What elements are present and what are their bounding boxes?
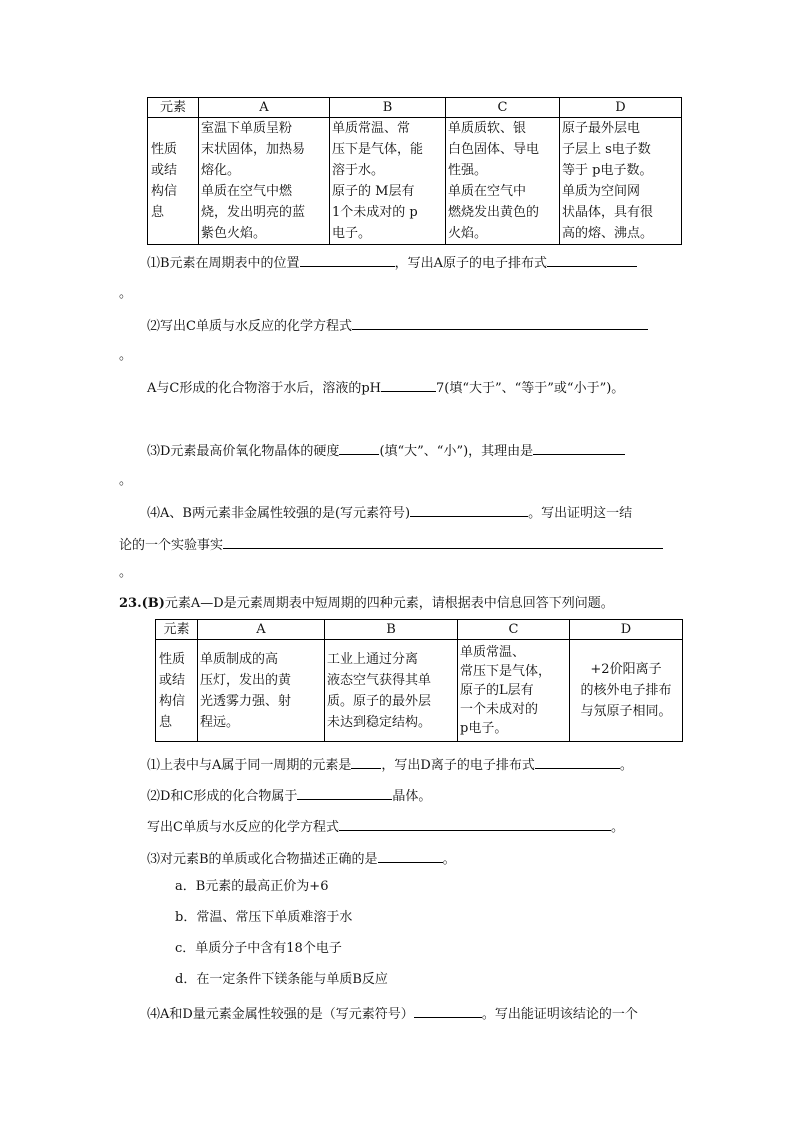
answer-blank[interactable] — [378, 848, 443, 863]
answer-blank[interactable] — [339, 816, 611, 831]
element-table-2 — [155, 619, 683, 742]
question-text: ⑶D元素最高价氧化物晶体的硬度 — [147, 444, 340, 459]
question-tag: (B) — [141, 596, 165, 611]
question-text: ⑶对元素B的单质或化合物描述正确的是 — [147, 852, 378, 867]
header-cell: C — [446, 98, 560, 118]
header-cell: D — [560, 98, 682, 118]
line-end: 。 — [610, 820, 624, 835]
question-1-4-cont — [119, 534, 663, 554]
answer-blank[interactable] — [547, 252, 637, 267]
row-label — [148, 118, 199, 245]
question-text: 。写出证明这一结 — [528, 506, 633, 521]
question-text: A与C形成的化合物溶于水后，溶液的pH — [147, 381, 381, 396]
answer-blank[interactable] — [410, 502, 528, 517]
answer-blank[interactable] — [223, 534, 663, 549]
question-2-1 — [147, 754, 633, 774]
table-row — [148, 118, 682, 245]
table-row — [156, 640, 683, 742]
cell-text: 工业上通过分离 液态空气获得其单 质。原子的最外层 未达到稳定结构。 — [327, 651, 432, 730]
option-d[interactable]: d．在一定条件下镁条能与单质B反应 — [175, 972, 388, 987]
header-cell: 元素 — [156, 620, 198, 640]
table-cell — [330, 118, 446, 245]
answer-blank[interactable] — [414, 1003, 482, 1018]
question-1-3 — [147, 440, 625, 460]
question-text: 写出C单质与水反应的化学方程式 — [147, 820, 339, 835]
question-text: ，写出A原子的电子排布式 — [394, 256, 547, 271]
question-text: ⑵写出C单质与水反应的化学方程式 — [147, 319, 352, 334]
answer-blank[interactable] — [352, 315, 648, 330]
question-1-4 — [147, 502, 632, 522]
option-c[interactable]: c．单质分子中含有18个电子 — [175, 941, 342, 956]
header-cell: D — [570, 620, 683, 640]
answer-blank[interactable] — [297, 785, 392, 800]
cell-text: 单质质软、银 白色固体、导电 性强。 单质在空气中 燃烧发出黄色的 火焰。 — [448, 121, 540, 241]
question-text: ⑵D和C形成的化合物属于 — [147, 789, 298, 804]
option-a[interactable]: a．B元素的最高正价为+6 — [175, 879, 329, 894]
row-label-text: 性质 或结 构信 息 — [151, 142, 178, 220]
line-end: 。 — [119, 565, 133, 580]
question-2-2b — [147, 816, 624, 836]
question-text: ，写出D离子的电子排布式 — [381, 758, 535, 773]
question-1-2b — [147, 377, 624, 397]
question-text: ⑴B元素在周期表中的位置 — [147, 256, 300, 271]
header-cell: B — [330, 98, 446, 118]
cell-text: 室温下单质呈粉 末状固体，加热易 熔化。 单质在空气中燃 烧，发出明亮的蓝 紫色火焰。 — [201, 121, 306, 241]
question-text: (填“大”、“小”)，其理由是 — [379, 444, 534, 459]
question-23-intro — [119, 596, 614, 612]
header-cell: A — [198, 620, 325, 640]
question-1-2 — [147, 315, 648, 335]
answer-blank[interactable] — [381, 377, 436, 392]
table-cell — [446, 118, 560, 245]
cell-text: 单质制成的高 压灯，发出的黄 光透雾力强、射 程远。 — [200, 651, 292, 730]
question-2-2 — [147, 785, 431, 805]
row-label — [156, 640, 198, 742]
question-text: 元素A—D是元素周期表中短周期的四种元素，请根据表中信息回答下列问题。 — [164, 596, 614, 611]
table-cell — [325, 640, 458, 742]
line-end: 。 — [119, 286, 133, 301]
question-text: 。写出能证明该结论的一个 — [481, 1007, 638, 1022]
line-end: 。 — [619, 758, 633, 773]
row-label-text: 性质 或结 构信 息 — [159, 651, 186, 730]
answer-blank[interactable] — [535, 754, 620, 769]
table-cell — [560, 118, 682, 245]
option-b[interactable]: b．常温、常压下单质难溶于水 — [175, 910, 353, 925]
table-cell — [570, 640, 683, 742]
header-cell: A — [199, 98, 330, 118]
question-1-1 — [147, 252, 637, 272]
cell-text: 原子最外层电 子层上 s电子数 等于 p电子数。 单质为空间网 状晶体，具有很 高的熔、沸点。 — [562, 121, 654, 241]
question-2-4 — [147, 1003, 638, 1023]
header-cell: B — [325, 620, 458, 640]
question-number: 23. — [119, 596, 142, 611]
answer-blank[interactable] — [300, 252, 395, 267]
question-2-3 — [147, 848, 456, 868]
header-cell: 元素 — [148, 98, 199, 118]
question-text: 7(填“大于”、“等于”或“小于”)。 — [436, 381, 625, 396]
cell-text: 单质常温、常 压下是气体，能 溶于水。 原子的 M层有 1个未成对的 p 电子。 — [332, 121, 424, 241]
cell-text: 单质常温、 常压下是气体， 原子的L层有 一个未成对的 p电子。 — [460, 645, 552, 736]
answer-blank[interactable] — [351, 754, 381, 769]
table-cell — [199, 118, 330, 245]
table-header-row — [156, 620, 683, 640]
table-header-row — [148, 98, 682, 118]
table-cell — [458, 640, 570, 742]
question-text: ⑴上表中与A属于同一周期的元素是 — [147, 758, 352, 773]
question-text: ⑷A、B两元素非金属性较强的是(写元素符号) — [147, 506, 411, 521]
answer-blank[interactable] — [533, 440, 625, 455]
question-text: 论的一个实验事实 — [119, 538, 224, 553]
element-table-1 — [147, 97, 682, 245]
table-cell — [198, 640, 325, 742]
line-end: 。 — [119, 473, 133, 488]
answer-blank[interactable] — [339, 440, 379, 455]
line-end: 。 — [442, 852, 456, 867]
question-text: ⑷A和D量元素金属性较强的是（写元素符号） — [147, 1007, 414, 1022]
header-cell: C — [458, 620, 570, 640]
question-text: 晶体。 — [392, 789, 432, 804]
line-end: 。 — [119, 348, 133, 363]
cell-text: +2价阳离子 的核外电子排布 与氖原子相同。 — [580, 662, 672, 719]
